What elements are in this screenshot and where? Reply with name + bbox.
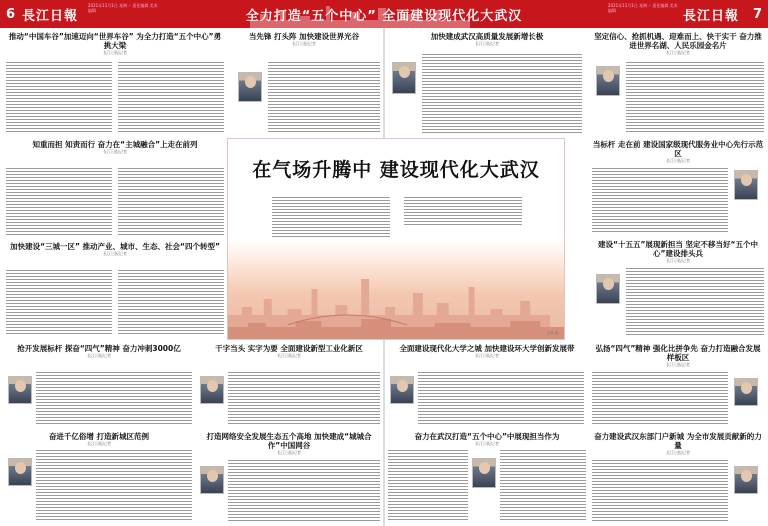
article-8[interactable] — [592, 240, 764, 338]
article-body — [118, 270, 224, 336]
edition-meta-right: 2021年11月1日 星期一 责任编辑 美术编辑 — [608, 3, 678, 13]
person-photo-icon — [390, 376, 414, 404]
person-photo-icon — [392, 62, 416, 94]
article-byline: 长江日报记者 — [666, 362, 690, 367]
page-number-left: 6 — [6, 7, 16, 22]
article-6[interactable] — [592, 32, 764, 136]
article-headline: 加快建成武汉高质量发展新增长极 — [430, 32, 544, 41]
article-11[interactable] — [388, 344, 586, 428]
band-title: 全力打造“五个中心” 全面建设现代化大武汉 — [245, 9, 523, 24]
article-byline: 长江日报记者 — [475, 353, 499, 358]
article-body — [228, 372, 380, 426]
article-byline: 长江日报记者 — [666, 450, 690, 455]
article-body — [6, 62, 112, 134]
person-photo-icon — [734, 378, 758, 406]
article-byline: 长江日报记者 — [475, 41, 499, 46]
article-4[interactable] — [228, 32, 380, 136]
article-byline: 长江日报记者 — [277, 450, 301, 455]
article-byline: 长江日报记者 — [292, 41, 316, 46]
article-byline: 长江日报记者 — [277, 353, 301, 358]
feature-intro — [272, 197, 390, 237]
article-2[interactable] — [6, 140, 224, 238]
page-header-band — [0, 0, 768, 28]
article-headline: 抢开发展标杆 探奋“四气”精神 奋力冲刺3000亿 — [17, 344, 181, 353]
article-body — [592, 372, 728, 426]
article-body — [36, 372, 192, 426]
person-photo-icon — [472, 458, 496, 488]
article-body — [626, 268, 764, 336]
article-13[interactable] — [6, 432, 192, 524]
article-body — [626, 62, 764, 134]
article-headline: 打造网络安全发展生态五个高地 加快建成“城城合作”中国网谷 — [206, 432, 372, 450]
article-1[interactable] — [6, 32, 224, 136]
person-photo-icon — [238, 72, 262, 102]
person-photo-icon — [734, 466, 758, 494]
article-headline: 奋力在武汉打造“五个中心”中展现担当作为 — [414, 432, 560, 441]
article-byline: 长江日报记者 — [666, 50, 690, 55]
person-photo-icon — [200, 376, 224, 404]
article-headline: 当先锋 打头阵 加快建设世界光谷 — [248, 32, 360, 41]
person-photo-icon — [596, 66, 620, 96]
feature-panel[interactable] — [227, 138, 565, 340]
article-body — [118, 62, 224, 134]
article-body — [228, 460, 380, 522]
article-body — [6, 168, 112, 236]
article-5[interactable] — [388, 32, 586, 136]
article-headline: 奋力建设武汉东部门户新城 为全市发展贡献新的力量 — [594, 432, 762, 450]
article-body — [418, 372, 584, 426]
edition-meta-left: 2021年11月1日 星期一 责任编辑 美术编辑 — [88, 3, 158, 13]
article-headline: 推动“中国车谷”加速迈向“世界车谷” 为全力打造“五个中心”勇挑大梁 — [8, 32, 222, 50]
article-body — [388, 450, 468, 522]
article-headline: 干字当头 实字为要 全面建设新型工业化新区 — [215, 344, 363, 353]
article-headline: 奋进千亿俗增 打造新城区范例 — [48, 432, 150, 441]
feature-headline: 在气场升腾中 建设现代化大武汉 — [252, 159, 540, 181]
article-byline: 长江日报记者 — [87, 441, 111, 446]
person-photo-icon — [596, 274, 620, 304]
page-number-right: 7 — [753, 7, 763, 22]
article-body — [500, 450, 586, 522]
article-12[interactable] — [592, 344, 764, 428]
article-headline: 全面建设现代化大学之城 加快建设环大学创新发展带 — [399, 344, 575, 353]
article-body — [118, 168, 224, 236]
article-15[interactable] — [388, 432, 586, 524]
person-photo-icon — [200, 466, 224, 494]
article-headline: 当标杆 走在前 建设国家级现代服务业中心先行示范区 — [592, 140, 764, 158]
photo-credit: 记者 摄 — [546, 331, 558, 335]
article-byline: 长江日报记者 — [666, 258, 690, 263]
article-body — [592, 168, 728, 234]
article-headline: 建设“十五五”展现新担当 坚定不移当好“五个中心”建设排头兵 — [598, 240, 758, 258]
article-14[interactable] — [198, 432, 380, 524]
article-byline: 长江日报记者 — [87, 353, 111, 358]
article-headline: 知重而担 知责而行 奋力在“主城融合”上走在前列 — [32, 140, 198, 149]
article-byline: 长江日报记者 — [475, 441, 499, 446]
person-photo-icon — [734, 170, 758, 200]
article-7[interactable] — [592, 140, 764, 236]
feature-intro — [404, 197, 522, 227]
city-skyline-illustration-icon — [228, 249, 564, 339]
article-body — [592, 460, 728, 522]
article-16[interactable] — [592, 432, 764, 524]
person-photo-icon — [8, 458, 32, 486]
article-headline: 加快建设“三城一区” 推动产业、城市、生态、社会“四个转型” — [10, 242, 220, 251]
article-byline: 长江日报记者 — [103, 251, 127, 256]
article-body — [422, 54, 582, 134]
article-byline: 长江日报记者 — [666, 158, 690, 163]
article-body — [6, 270, 112, 336]
newspaper-logo-left: 長江日報 — [22, 9, 79, 24]
article-body — [268, 62, 380, 134]
article-body — [36, 450, 192, 522]
article-9[interactable] — [6, 344, 192, 428]
person-photo-icon — [8, 376, 32, 404]
article-byline: 长江日报记者 — [103, 50, 127, 55]
article-3[interactable] — [6, 242, 224, 338]
article-headline: 弘扬“四气”精神 强化比拼争先 奋力打造融合发展样板区 — [595, 344, 761, 362]
article-headline: 坚定信心、抢抓机遇、迎难而上、快干实干 奋力推进世界名湖、人民乐园金名片 — [594, 32, 762, 50]
article-byline: 长江日报记者 — [103, 149, 127, 154]
newspaper-logo-right: 長江日報 — [683, 9, 740, 24]
article-10[interactable] — [198, 344, 380, 428]
